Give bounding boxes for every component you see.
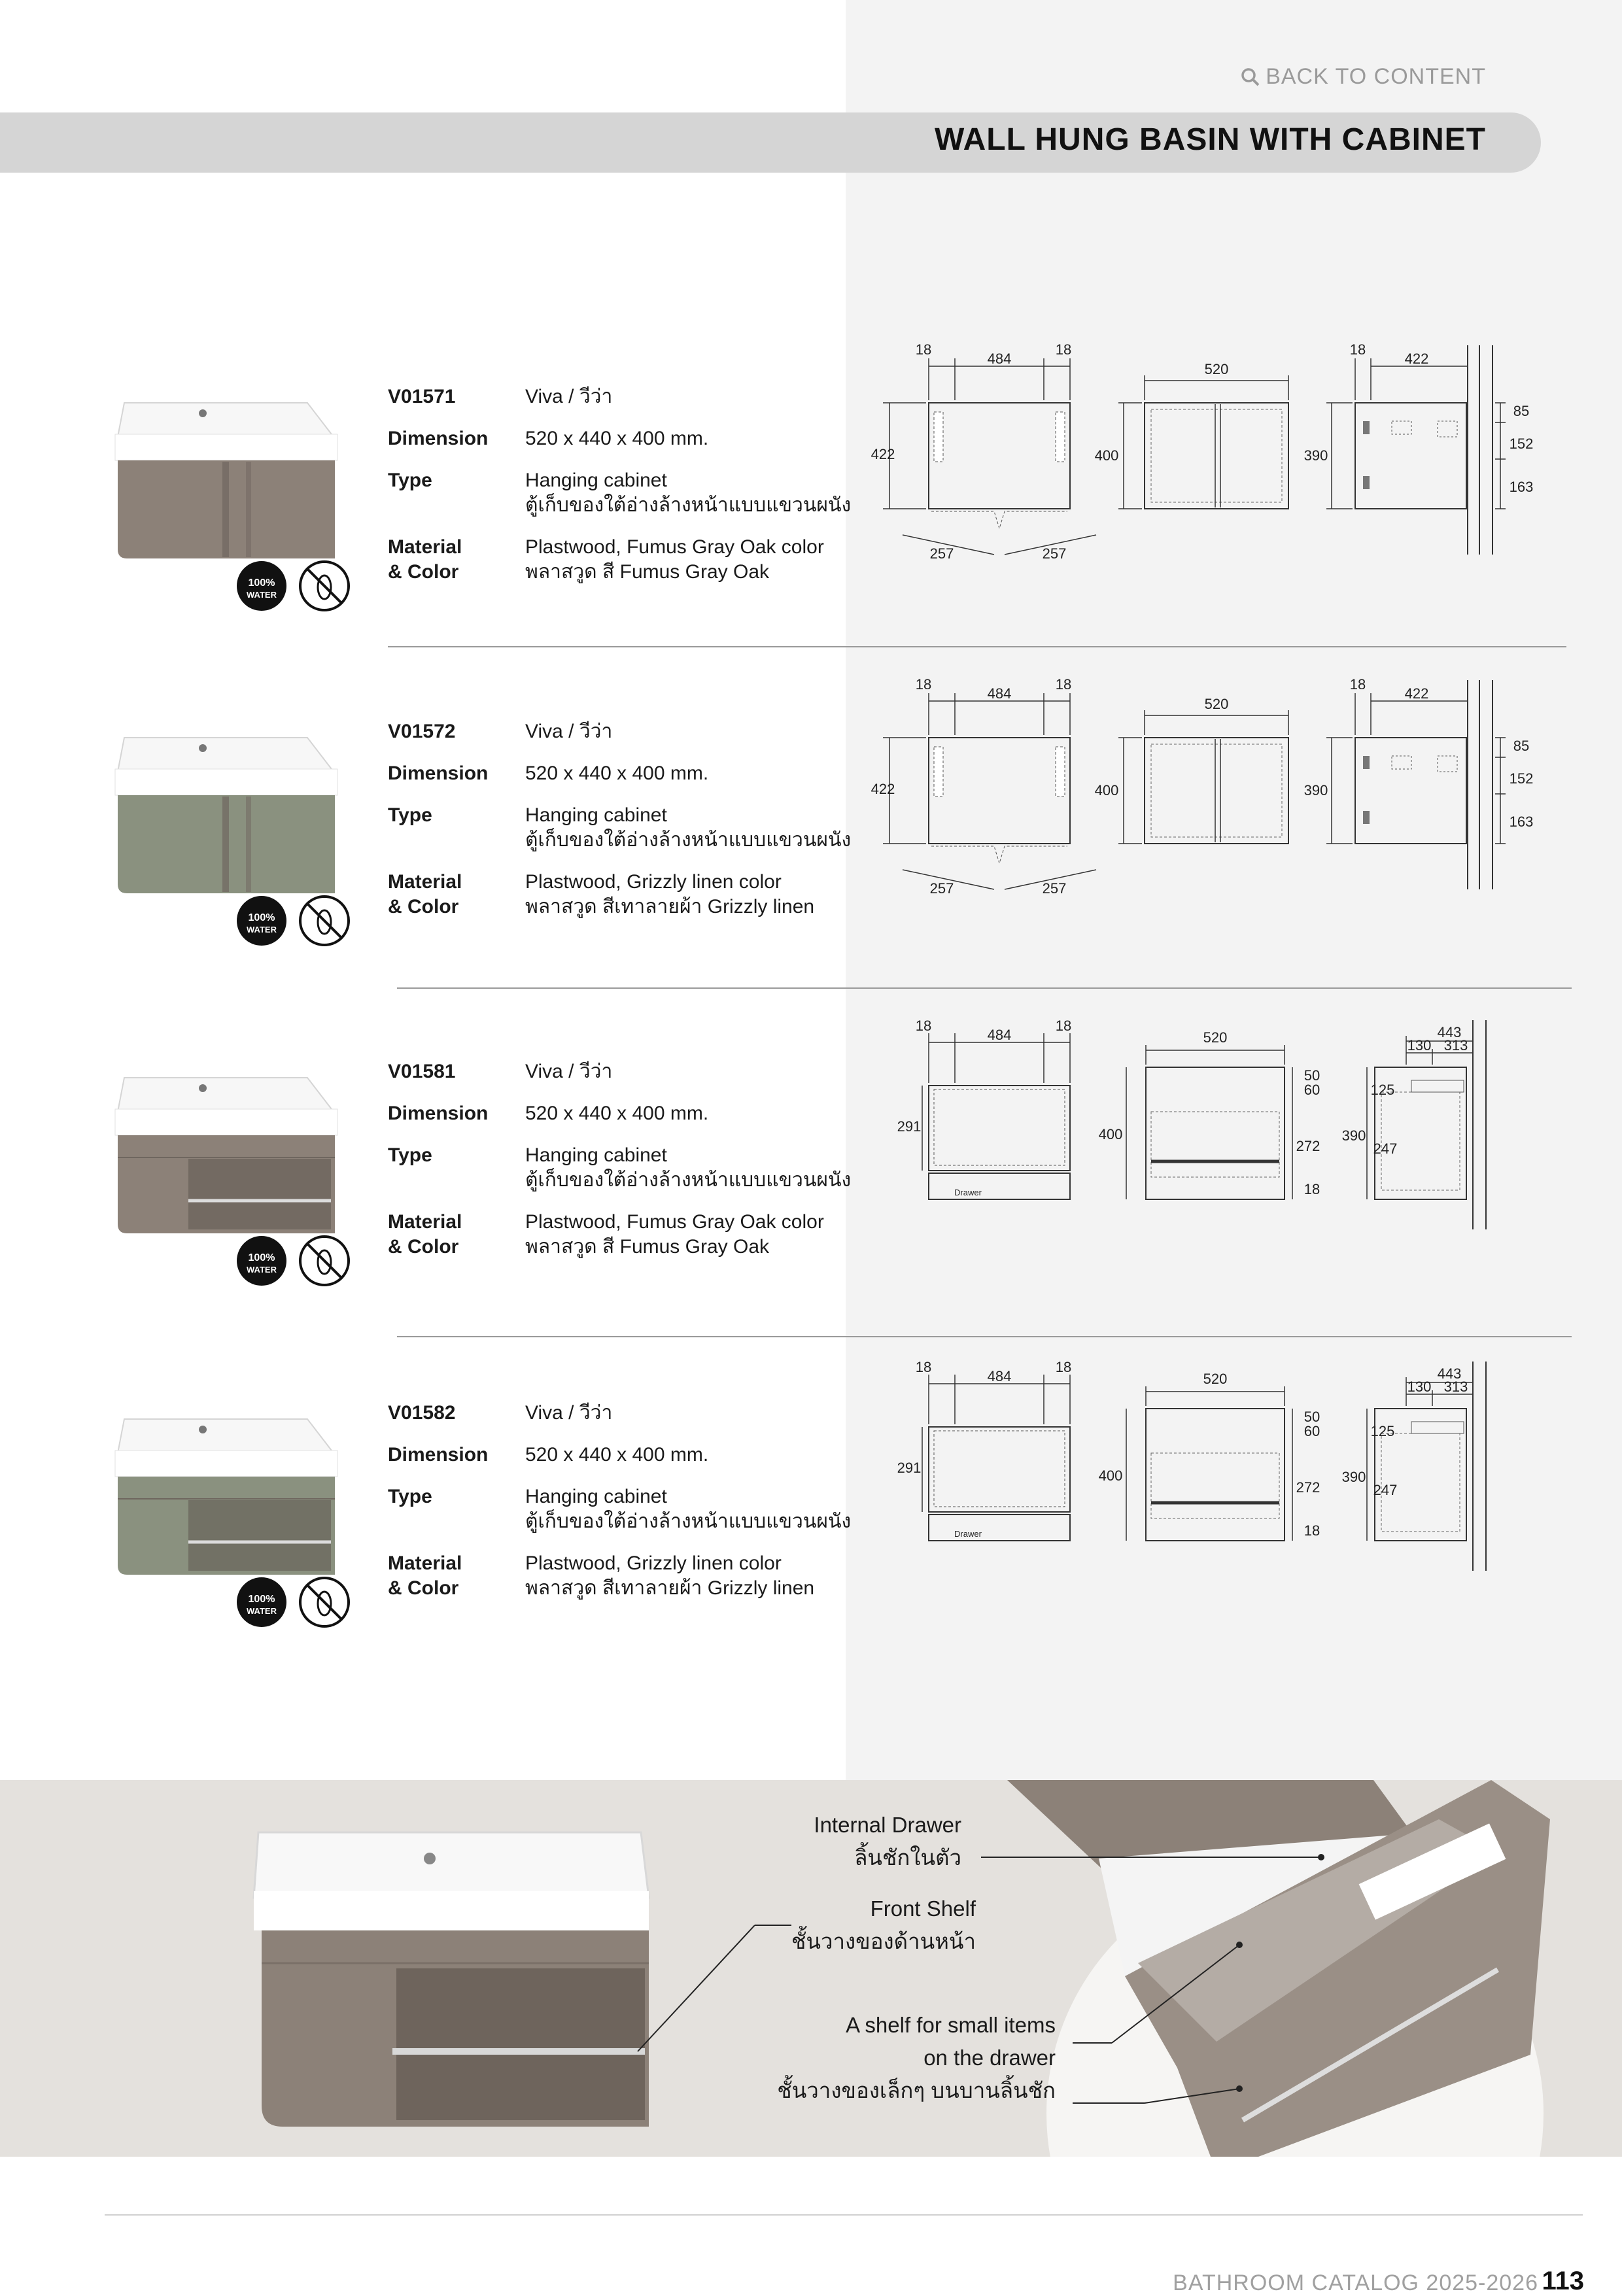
dim-label: 18 [915, 1018, 932, 1034]
dim-label: 272 [1296, 1138, 1320, 1154]
technical-drawing [863, 1355, 1570, 1643]
spec-label: Material & Color [388, 871, 462, 917]
termite-resistant-badge [298, 1235, 351, 1287]
dim-label: 18 [1349, 341, 1366, 358]
dim-label: 85 [1513, 403, 1530, 419]
dim-label: 18 [1055, 676, 1072, 693]
water-resistant-badge [235, 1576, 288, 1628]
termite-resistant-badge [298, 1576, 351, 1628]
spec-label: Type [388, 804, 432, 826]
front-shelf-label: Front Shelf ชั้นวางของด้านหน้า [791, 1896, 976, 1953]
product-name: Viva / วีว่า [525, 386, 613, 407]
dim-label: 400 [1094, 447, 1119, 464]
spec-value: Plastwood, Grizzly linen color พลาสวูด สีเทาลายผ้า Grizzly linen [525, 871, 815, 917]
dim-label: 422 [1404, 685, 1429, 702]
dim-label: 291 [897, 1460, 922, 1476]
technical-drawing [863, 674, 1570, 955]
dim-label: 85 [1513, 738, 1530, 754]
dim-label: 400 [1098, 1126, 1123, 1142]
drawer-label: Drawer [954, 1188, 982, 1197]
dim-label: 247 [1373, 1140, 1398, 1157]
dim-label: 484 [987, 351, 1012, 367]
catalog-name: BATHROOM CATALOG 2025-2026 [1173, 2270, 1538, 2295]
water-resistant-badge [235, 1235, 288, 1287]
dim-label: 422 [871, 781, 895, 797]
spec-value: 520 x 440 x 400 mm. [525, 1444, 709, 1465]
technical-drawing [863, 1014, 1570, 1301]
dim-label: 152 [1509, 770, 1534, 787]
badge-percent: 100% [248, 1594, 275, 1605]
product-entry [0, 676, 1622, 1059]
spec-value: 520 x 440 x 400 mm. [525, 428, 709, 449]
dim-label: 422 [1404, 351, 1429, 367]
dim-label: 291 [897, 1118, 922, 1135]
badge-water: WATER [247, 925, 277, 934]
product-photo [111, 385, 341, 562]
dim-label: 18 [1055, 1018, 1072, 1034]
badge-percent: 100% [248, 1252, 275, 1263]
dim-label: 163 [1509, 479, 1534, 495]
dim-label: 520 [1204, 696, 1229, 712]
dim-label: 125 [1370, 1082, 1395, 1098]
page-title: WALL HUNG BASIN WITH CABINET [934, 122, 1486, 157]
badge-water: WATER [247, 590, 277, 600]
product-code: V01582 [388, 1402, 456, 1424]
product-name: Viva / วีว่า [525, 721, 613, 742]
dim-label: 257 [929, 545, 954, 562]
badge-percent: 100% [248, 912, 275, 923]
dim-label: 443 [1437, 1365, 1462, 1382]
dim-label: 18 [1055, 341, 1072, 358]
spec-label: Dimension [388, 762, 489, 784]
dim-label: 18 [1055, 1359, 1072, 1375]
row-divider [388, 646, 1566, 647]
spec-value: Hanging cabinet ตู้เก็บของใต้อ่างล้างหน้าแบบแขวนผนัง [525, 804, 852, 851]
page-number: 113 [1542, 2267, 1584, 2295]
spec-label: Dimension [388, 1444, 489, 1465]
spec-value: 520 x 440 x 400 mm. [525, 1103, 709, 1124]
badge-percent: 100% [248, 577, 275, 589]
spec-value: 520 x 440 x 400 mm. [525, 762, 709, 784]
dim-label: 152 [1509, 436, 1534, 452]
water-resistant-badge [235, 560, 288, 612]
search-icon [1241, 67, 1260, 87]
product-entry [0, 1018, 1622, 1399]
dim-label: 18 [1303, 1522, 1320, 1539]
dim-label: 163 [1509, 814, 1534, 830]
spec-value: Hanging cabinet ตู้เก็บของใต้อ่างล้างหน้าแบบแขวนผนัง [525, 1144, 852, 1191]
dim-label: 313 [1443, 1037, 1468, 1054]
dim-label: 50 [1303, 1067, 1320, 1084]
product-code: V01572 [388, 721, 456, 742]
dim-label: 125 [1370, 1423, 1395, 1439]
dim-label: 130 [1407, 1037, 1432, 1054]
dim-label: 400 [1094, 782, 1119, 798]
product-entry [0, 1359, 1622, 1741]
water-resistant-badge [235, 895, 288, 947]
back-link-label: BACK TO CONTENT [1266, 64, 1486, 89]
dim-label: 18 [915, 1359, 932, 1375]
footer-divider [105, 2214, 1583, 2216]
spec-value: Plastwood, Fumus Gray Oak color พลาสวูด สี Fumus Gray Oak [525, 536, 824, 583]
dim-label: 520 [1204, 361, 1229, 377]
product-code: V01571 [388, 386, 456, 407]
dim-label: 484 [987, 1027, 1012, 1043]
technical-drawing [863, 339, 1570, 620]
termite-resistant-badge [298, 895, 351, 947]
dim-label: 50 [1303, 1409, 1320, 1425]
spec-label: Type [388, 1486, 432, 1507]
dim-label: 247 [1373, 1482, 1398, 1498]
spec-label: Material & Color [388, 1211, 462, 1258]
dim-label: 422 [871, 446, 895, 462]
row-divider [397, 1336, 1572, 1337]
dim-label: 390 [1303, 447, 1328, 464]
dim-label: 390 [1341, 1127, 1366, 1144]
spec-label: Material & Color [388, 536, 462, 583]
spec-value: Hanging cabinet ตู้เก็บของใต้อ่างล้างหน้าแบบแขวนผนัง [525, 470, 852, 516]
dim-label: 18 [915, 341, 932, 358]
spec-label: Material & Color [388, 1552, 462, 1599]
product-photo [111, 1401, 341, 1579]
spec-label: Type [388, 1144, 432, 1166]
dim-label: 313 [1443, 1379, 1468, 1395]
dim-label: 130 [1407, 1379, 1432, 1395]
dim-label: 520 [1203, 1029, 1228, 1046]
dim-label: 18 [1349, 676, 1366, 693]
dim-label: 390 [1341, 1469, 1366, 1485]
dim-label: 60 [1303, 1423, 1320, 1439]
spec-value: Plastwood, Grizzly linen color พลาสวูด สีเทาลายผ้า Grizzly linen [525, 1552, 815, 1599]
dim-label: 272 [1296, 1479, 1320, 1496]
product-photo [111, 719, 341, 897]
spec-label: Dimension [388, 1103, 489, 1124]
cabinet-photo-front [254, 1832, 649, 2127]
spec-label: Dimension [388, 428, 489, 449]
dim-label: 443 [1437, 1024, 1462, 1040]
back-to-content-link[interactable] [1241, 64, 1486, 90]
dim-label: 484 [987, 685, 1012, 702]
dim-label: 400 [1098, 1467, 1123, 1484]
drawer-label: Drawer [954, 1529, 982, 1539]
spec-label: Type [388, 470, 432, 491]
dim-label: 390 [1303, 782, 1328, 798]
dim-label: 60 [1303, 1082, 1320, 1098]
dim-label: 18 [1303, 1181, 1320, 1197]
spec-value: Hanging cabinet ตู้เก็บของใต้อ่างล้างหน้าแบบแขวนผนัง [525, 1486, 852, 1532]
dim-label: 484 [987, 1368, 1012, 1384]
product-code: V01581 [388, 1061, 456, 1082]
small-shelf-label: A shelf for small items on the drawer ชั้นวางของเล็กๆ บนบานลิ้นชัก [777, 2013, 1056, 2102]
feature-band [0, 1780, 1622, 2157]
product-name: Viva / วีว่า [525, 1061, 613, 1082]
spec-value: Plastwood, Fumus Gray Oak color พลาสวูด สี Fumus Gray Oak [525, 1211, 824, 1258]
dim-label: 18 [915, 676, 932, 693]
dim-label: 257 [1042, 880, 1067, 897]
dim-label: 257 [929, 880, 954, 897]
row-divider [397, 987, 1572, 989]
product-photo [111, 1059, 341, 1237]
badge-water: WATER [247, 1606, 277, 1616]
internal-drawer-label: Internal Drawer ลิ้นชักในตัว [814, 1813, 961, 1870]
product-name: Viva / วีว่า [525, 1402, 613, 1424]
dim-label: 257 [1042, 545, 1067, 562]
badge-water: WATER [247, 1265, 277, 1275]
termite-resistant-badge [298, 560, 351, 612]
dim-label: 520 [1203, 1371, 1228, 1387]
